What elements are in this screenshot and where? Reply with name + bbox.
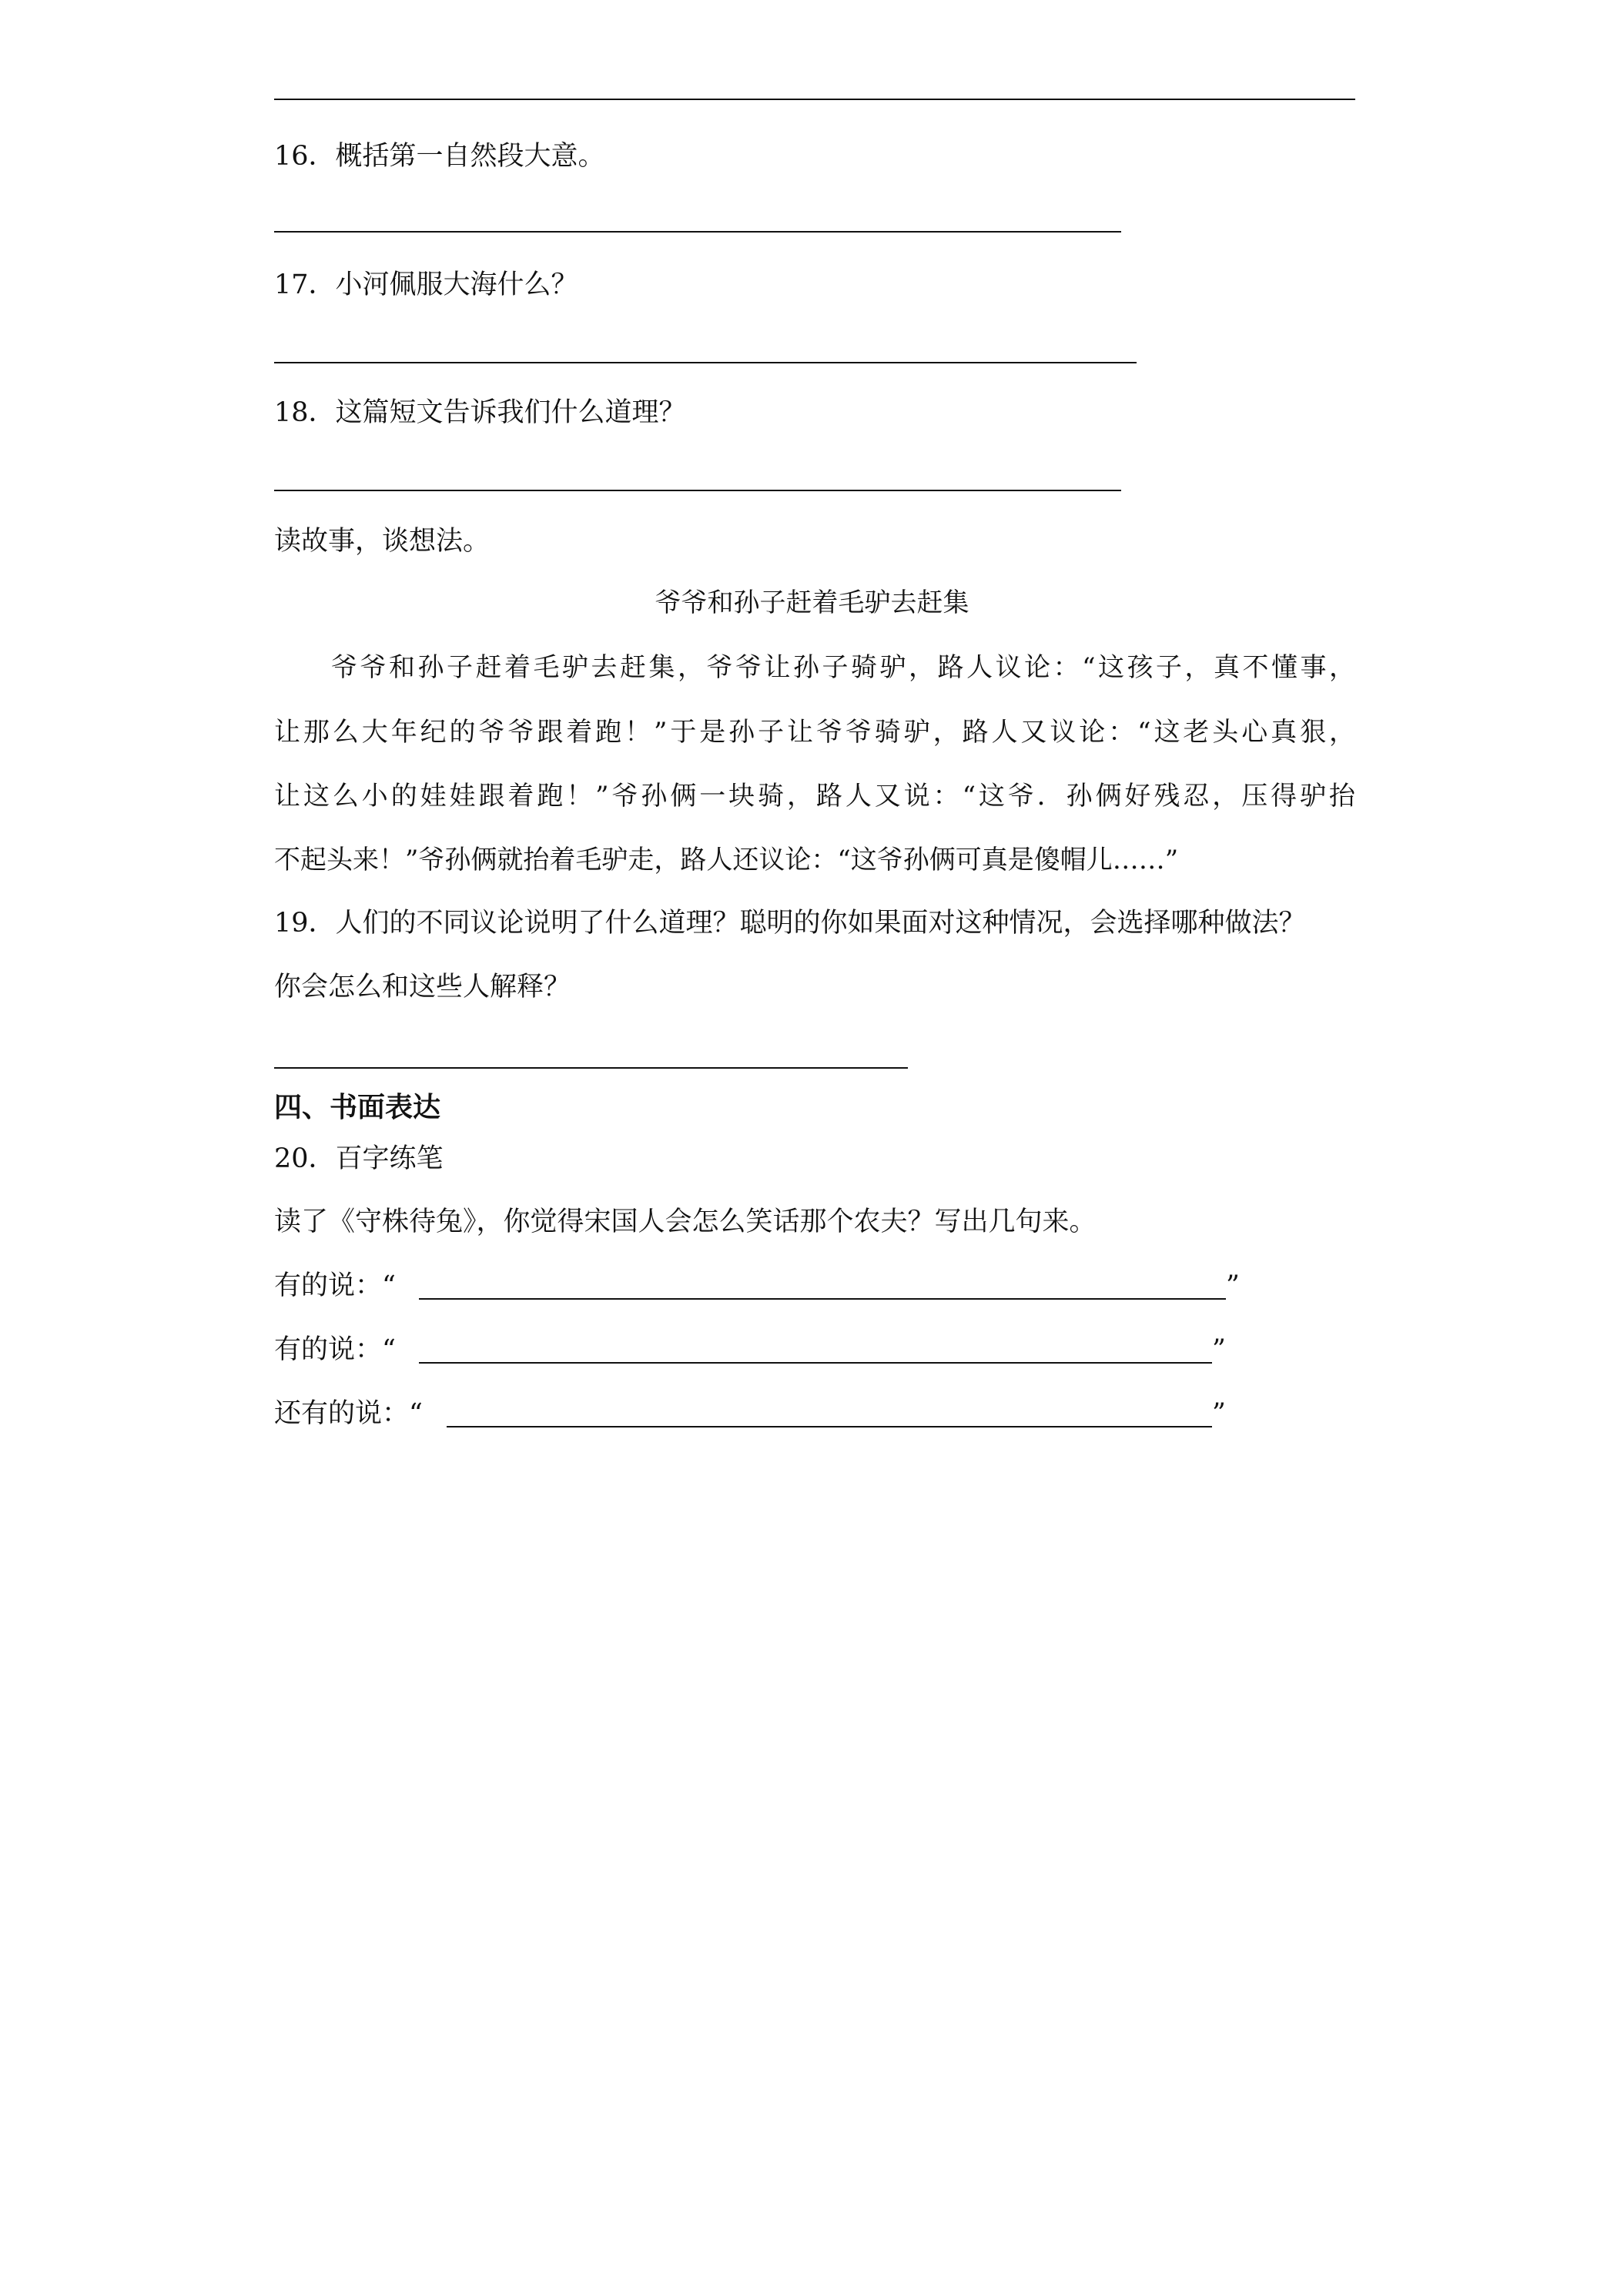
question-19-line-1: 19．人们的不同议论说明了什么道理？聪明的你如果面对这种情况，会选择哪种做法？: [274, 908, 1306, 939]
story-line-3: 让这么小的娃娃跟着跑！”爷孙俩一块骑，路人又说：“这爷．孙俩好残忍，压得驴抬: [274, 781, 1355, 812]
top-rule: [274, 99, 1355, 100]
answer-row-1-prefix: 有的说：“: [274, 1270, 396, 1301]
answer-row-3-suffix: ”: [1212, 1398, 1226, 1429]
reading-instruction: 读故事，谈想法。: [274, 526, 491, 557]
question-16: 16．概括第一自然段大意。: [274, 141, 605, 172]
answer-row-1-line[interactable]: [419, 1298, 1226, 1300]
answer-row-1: [274, 1270, 1244, 1301]
answer-row-2-suffix: ”: [1212, 1334, 1226, 1365]
answer-line-18[interactable]: [274, 490, 1121, 491]
answer-row-2-prefix: 有的说：“: [274, 1334, 396, 1365]
story-line-2: 让那么大年纪的爷爷跟着跑！”于是孙子让爷爷骑驴，路人又议论：“这老头心真狠，: [274, 717, 1355, 748]
question-20-prompt: 读了《守株待兔》，你觉得宋国人会怎么笑话那个农夫？写出几句来。: [274, 1207, 1097, 1237]
story-line-4: 不起头来！”爷孙俩就抬着毛驴走，路人还议论：“这爷孙俩可真是傻帽儿……”: [274, 845, 1179, 875]
question-19-line-2: 你会怎么和这些人解释？: [274, 972, 571, 1002]
answer-row-2: [274, 1334, 1229, 1365]
answer-row-3-prefix: 还有的说：“: [274, 1398, 423, 1429]
question-18: 18．这篇短文告诉我们什么道理？: [274, 397, 686, 428]
question-17: 17．小河佩服大海什么？: [274, 269, 578, 300]
answer-row-1-suffix: ”: [1226, 1270, 1240, 1301]
answer-line-19[interactable]: [274, 1067, 908, 1069]
story-line-1: 爷爷和孙子赶着毛驴去赶集，爷爷让孙子骑驴，路人议论：“这孩子，真不懂事，: [331, 652, 1355, 683]
answer-line-17[interactable]: [274, 362, 1137, 363]
story-title: 爷爷和孙子赶着毛驴去赶集: [655, 587, 969, 618]
answer-row-3-line[interactable]: [447, 1426, 1212, 1427]
section-4-heading: 四、书面表达: [274, 1091, 441, 1123]
answer-row-2-line[interactable]: [419, 1362, 1212, 1364]
answer-line-16[interactable]: [274, 231, 1121, 233]
question-20: 20．百字练笔: [274, 1143, 444, 1174]
answer-row-3: [274, 1398, 1229, 1429]
